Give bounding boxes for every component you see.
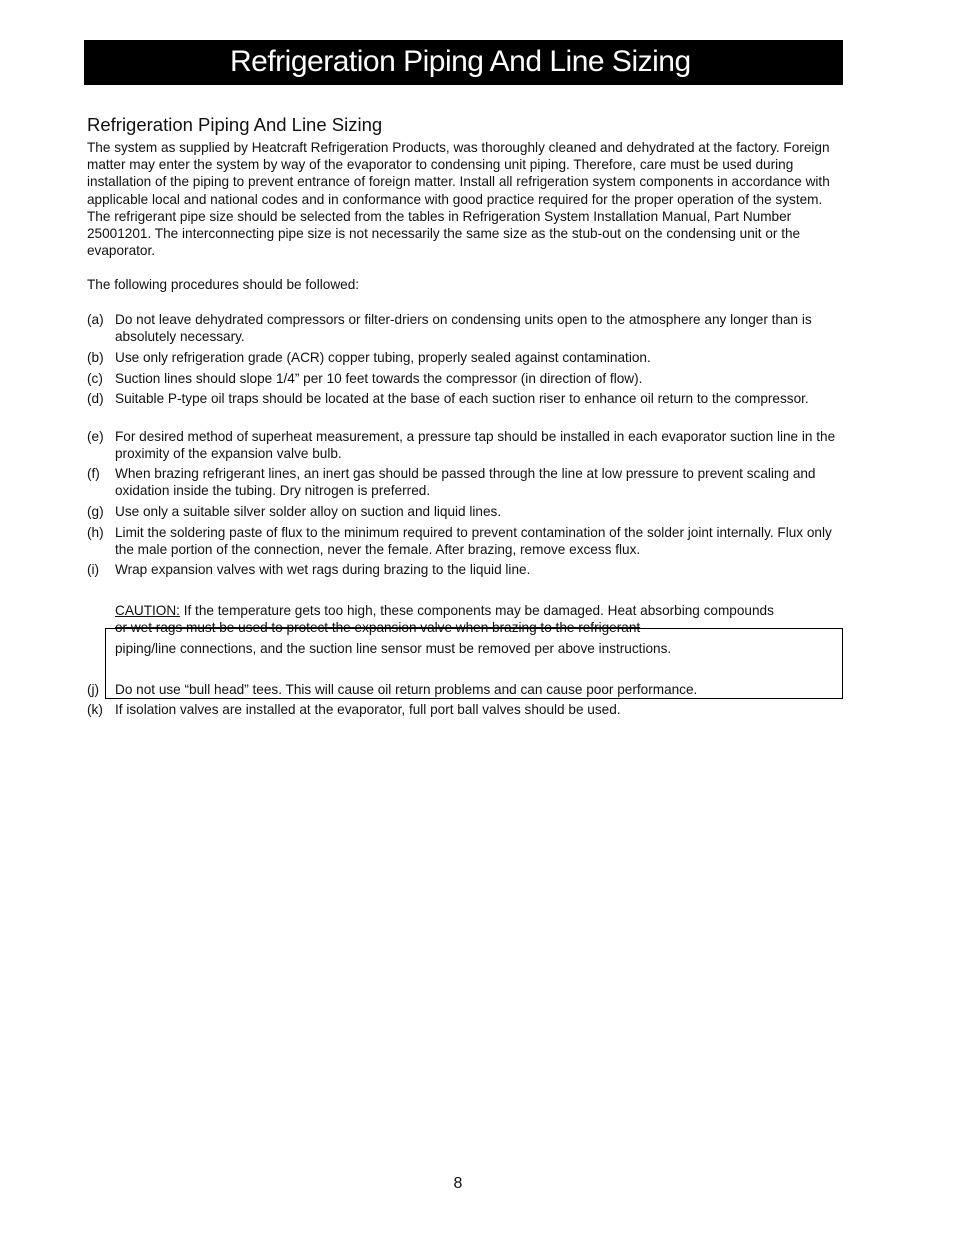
page-number: 8 [453,1175,463,1192]
page-title-bar [84,40,843,85]
list-marker: (e) [87,429,104,444]
procedures-intro: The following procedures should be followed: [87,277,360,292]
list-marker: (i) [87,562,100,577]
list-marker: (b) [87,350,104,365]
list-text: Wrap expansion valves with wet rags during brazing to the liquid line. [115,562,531,577]
page-title: Refrigeration Piping And Line Sizing [230,45,691,78]
list-marker: (d) [87,391,104,406]
caution-line-3: piping/line connections, and the suction line sensor must be removed per above instructions. [115,641,672,656]
list-marker: (f) [87,466,100,481]
intro-paragraph: The system as supplied by Heatcraft Refrigeration Products, was thoroughly cleaned and dehydrated at the factory. Foreign matter may enter the system by way of the evaporator to condensing unit piping. Therefore, care must be used during installation of the piping to prevent entrance of foreign matter. Install all refrigeration system components in accordance with applicable local and national codes and in conformance with good practice required for the proper operation of the system. The refrigerant pipe size should be selected from the tables in Refrigeration System Installation Manual, Part Number 25001201. The interconnecting pipe size is not necessarily the same size as the stub-out on the condensing unit or the evaporator. [87,140,830,259]
list-text: If isolation valves are installed at the evaporator, full port ball valves should be used. [115,702,621,717]
list-text: Suitable P-type oil traps should be located at the base of each suction riser to enhance oil return to the compressor. [115,391,809,406]
list-marker: (g) [87,504,104,519]
caution-label: CAUTION: [115,603,180,618]
list-marker: (j) [87,682,100,697]
list-marker: (k) [87,702,103,717]
list-marker: (a) [87,312,104,327]
caution-text: If the temperature gets too high, these components may be damaged. Heat absorbing compounds [179,603,774,618]
caution-line-2: or wet rags must be used to protect the expansion valve when brazing to the refrigerant [115,620,641,635]
caution-line-1 [115,602,845,619]
list-text: Limit the soldering paste of flux to the minimum required to prevent contamination of the solder joint internally. Flux only the male portion of the connection, never the female. After brazing, remove excess flux. [115,525,832,558]
list-marker: (c) [87,371,103,386]
list-text: When brazing refrigerant lines, an inert gas should be passed through the line at low pressure to prevent scaling and oxidation inside the tubing. Dry nitrogen is preferred. [115,466,816,499]
list-text: For desired method of superheat measurement, a pressure tap should be installed in each evaporator suction line in the proximity of the expansion valve bulb. [115,429,836,462]
list-text: Do not use “bull head” tees. This will cause oil return problems and can cause poor performance. [115,682,698,697]
list-text: Use only a suitable silver solder alloy on suction and liquid lines. [115,504,502,519]
list-text: Suction lines should slope 1/4” per 10 feet towards the compressor (in direction of flow). [115,371,643,386]
list-text: Do not leave dehydrated compressors or filter-driers on condensing units open to the atmosphere any longer than is absolutely necessary. [115,312,812,345]
list-text: Use only refrigeration grade (ACR) copper tubing, properly sealed against contamination. [115,350,651,365]
list-marker: (h) [87,525,104,540]
section-heading: Refrigeration Piping And Line Sizing [87,114,383,135]
